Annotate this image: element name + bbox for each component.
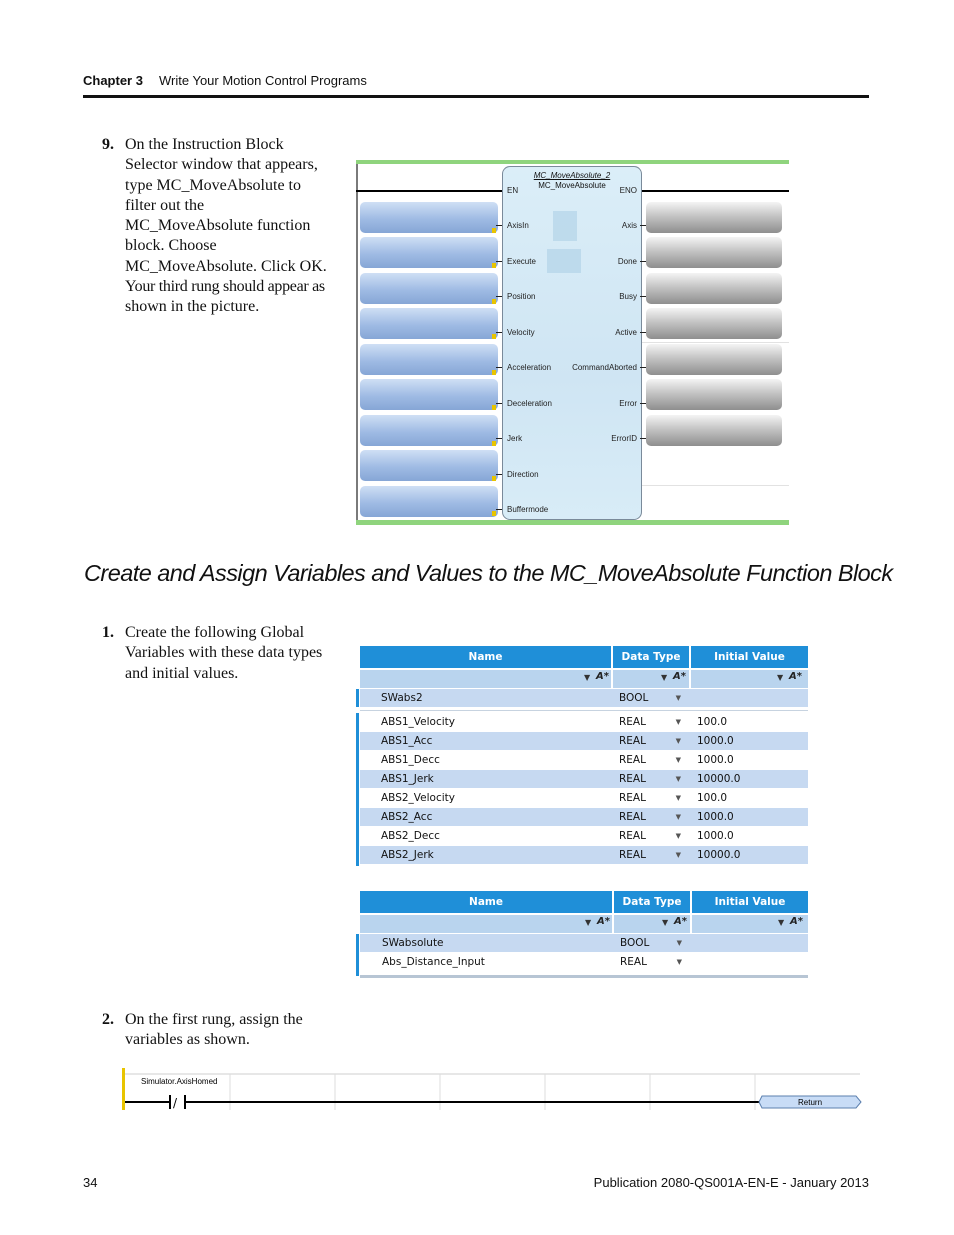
name-cell[interactable]: ABS1_Velocity bbox=[381, 716, 455, 728]
pin-axis[interactable]: Axis bbox=[621, 221, 637, 230]
value-cell[interactable]: 1000.0 bbox=[697, 830, 734, 842]
rung-wire-left bbox=[356, 190, 502, 192]
pin-tick bbox=[496, 296, 502, 297]
pin-tick bbox=[496, 438, 502, 439]
block-instance-name: MC_MoveAbsolute_2 bbox=[533, 171, 611, 180]
input-variable-box[interactable] bbox=[360, 273, 498, 304]
pin-acceleration[interactable]: Acceleration bbox=[507, 363, 552, 372]
warning-icon bbox=[492, 476, 496, 481]
filter-icon[interactable]: A* bbox=[673, 671, 686, 682]
type-value: REAL bbox=[619, 716, 646, 728]
filter-cell-type[interactable] bbox=[614, 915, 690, 933]
filter-cell-name[interactable] bbox=[360, 670, 611, 688]
filter-icon[interactable]: A* bbox=[790, 916, 803, 927]
return-label: Return bbox=[798, 1098, 823, 1107]
step-line: Your third rung should appear as bbox=[125, 278, 325, 296]
step-line: On the Instruction Block bbox=[125, 136, 284, 153]
table-row[interactable] bbox=[360, 934, 808, 952]
warning-icon bbox=[492, 228, 496, 233]
name-cell[interactable]: SWabsolute bbox=[382, 937, 444, 949]
left-power-rail bbox=[356, 164, 358, 520]
warning-icon bbox=[492, 441, 496, 446]
rung-bottom-border bbox=[356, 520, 789, 525]
pin-tick bbox=[640, 332, 646, 333]
type-value: BOOL bbox=[619, 692, 649, 704]
pin-tick bbox=[640, 438, 646, 439]
input-variable-box[interactable] bbox=[360, 486, 498, 517]
global-variables-table-1 bbox=[356, 646, 808, 866]
pin-tick bbox=[496, 332, 502, 333]
table-row[interactable] bbox=[360, 953, 808, 971]
page-number: 34 bbox=[83, 1175, 98, 1190]
step-line: Variables with these data types bbox=[125, 644, 323, 662]
column-header-initial-value[interactable]: Initial Value bbox=[691, 646, 808, 668]
output-variable-box[interactable] bbox=[646, 379, 782, 410]
left-rail bbox=[122, 1068, 125, 1110]
header-rule bbox=[83, 95, 869, 98]
table-row[interactable] bbox=[360, 827, 808, 845]
warning-icon bbox=[492, 405, 496, 410]
step-number: 9. bbox=[102, 136, 114, 153]
warning-icon bbox=[492, 334, 496, 339]
warning-icon bbox=[492, 299, 496, 304]
step-9 bbox=[83, 135, 343, 325]
name-cell[interactable]: ABS1_Acc bbox=[381, 735, 433, 747]
value-cell[interactable]: 1000.0 bbox=[697, 735, 734, 747]
rung-wire-right bbox=[640, 190, 789, 192]
chevron-down-icon[interactable]: ▼ bbox=[676, 939, 682, 947]
type-cell[interactable] bbox=[613, 846, 689, 864]
chapter-label: Chapter 3 bbox=[83, 73, 143, 88]
step-1 bbox=[83, 623, 343, 688]
type-value: REAL bbox=[619, 754, 646, 766]
value-cell[interactable]: 1000.0 bbox=[697, 754, 734, 766]
table-row[interactable] bbox=[360, 846, 808, 864]
contact-variable-label[interactable]: Simulator.AxisHomed bbox=[141, 1077, 218, 1086]
pin-position[interactable]: Position bbox=[507, 292, 536, 301]
global-variables-table-2 bbox=[356, 891, 808, 979]
selection-shade bbox=[553, 211, 577, 241]
step-line: filter out the bbox=[125, 196, 205, 214]
pin-tick bbox=[496, 474, 502, 475]
pin-tick bbox=[496, 403, 502, 404]
value-cell[interactable]: 100.0 bbox=[697, 716, 728, 728]
chevron-down-icon[interactable]: ▼ bbox=[675, 851, 681, 859]
filter-cell-value[interactable] bbox=[691, 670, 808, 688]
step-line: variables as shown. bbox=[125, 1031, 250, 1049]
type-cell[interactable] bbox=[613, 789, 689, 807]
mc-moveabsolute-block[interactable] bbox=[502, 166, 642, 520]
chevron-down-icon[interactable]: ▼ bbox=[777, 673, 784, 682]
contact-symbol: / bbox=[173, 1096, 178, 1110]
pin-axisin[interactable]: AxisIn bbox=[507, 221, 529, 230]
publication-info: Publication 2080-QS001A-EN-E - January 2013 bbox=[593, 1175, 869, 1190]
pin-en[interactable]: EN bbox=[507, 186, 519, 195]
value-cell[interactable] bbox=[692, 953, 808, 971]
type-value: REAL bbox=[619, 830, 646, 842]
chevron-down-icon[interactable]: ▼ bbox=[675, 813, 681, 821]
output-variable-box[interactable] bbox=[646, 202, 782, 233]
pin-tick bbox=[640, 296, 646, 297]
section-title: Create and Assign Variables and Values to the MC_MoveAbsolute Function Block bbox=[84, 560, 893, 586]
pin-tick bbox=[496, 261, 502, 262]
type-cell[interactable] bbox=[614, 934, 690, 952]
pin-tick bbox=[496, 509, 502, 510]
step-line: On the first rung, assign the bbox=[125, 1011, 303, 1028]
type-cell[interactable] bbox=[613, 713, 689, 731]
column-header-name[interactable]: Name bbox=[360, 646, 611, 668]
output-variable-box[interactable] bbox=[646, 344, 782, 375]
type-value: REAL bbox=[619, 811, 646, 823]
step-2 bbox=[83, 1010, 343, 1055]
name-cell[interactable]: Abs_Distance_Input bbox=[382, 956, 485, 968]
row-marker bbox=[356, 934, 359, 976]
pin-tick bbox=[496, 367, 502, 368]
pin-velocity[interactable]: Velocity bbox=[507, 328, 535, 337]
name-cell[interactable]: ABS2_Jerk bbox=[381, 849, 434, 861]
pin-error[interactable]: Error bbox=[619, 399, 637, 408]
column-header-name[interactable]: Name bbox=[360, 891, 612, 913]
pin-tick bbox=[640, 261, 646, 262]
pin-deceleration[interactable]: Deceleration bbox=[507, 399, 552, 408]
function-block-screenshot bbox=[356, 160, 789, 525]
table-bottom-edge bbox=[360, 975, 808, 978]
step-line: shown in the picture. bbox=[125, 298, 260, 316]
chevron-down-icon[interactable]: ▼ bbox=[585, 918, 592, 927]
input-variable-box[interactable] bbox=[360, 415, 498, 446]
step-line: Selector window that appears, bbox=[125, 156, 318, 174]
type-cell[interactable] bbox=[613, 770, 689, 788]
filter-cell-name[interactable] bbox=[360, 915, 612, 933]
name-cell[interactable]: ABS1_Decc bbox=[381, 754, 440, 766]
pin-eno[interactable]: ENO bbox=[619, 186, 637, 195]
column-header-initial-value[interactable]: Initial Value bbox=[692, 891, 808, 913]
name-cell[interactable]: ABS1_Jerk bbox=[381, 773, 434, 785]
row-marker bbox=[356, 713, 359, 866]
table-row[interactable] bbox=[360, 713, 808, 731]
input-variable-box[interactable] bbox=[360, 308, 498, 339]
value-cell[interactable] bbox=[691, 689, 808, 707]
step-line: MC_MoveAbsolute function bbox=[125, 217, 311, 235]
filter-icon[interactable]: A* bbox=[597, 916, 610, 927]
step-text bbox=[125, 1010, 303, 1051]
type-cell[interactable] bbox=[613, 808, 689, 826]
name-cell[interactable]: ABS2_Acc bbox=[381, 811, 433, 823]
selection-shade bbox=[547, 249, 581, 273]
step-line: MC_MoveAbsolute. Click OK. bbox=[125, 257, 327, 275]
chapter-title: Write Your Motion Control Programs bbox=[159, 73, 367, 88]
table-row[interactable] bbox=[360, 808, 808, 826]
name-cell[interactable]: ABS2_Velocity bbox=[381, 792, 455, 804]
chevron-down-icon[interactable]: ▼ bbox=[675, 775, 681, 783]
chevron-down-icon[interactable]: ▼ bbox=[778, 918, 785, 927]
table-row[interactable] bbox=[360, 732, 808, 750]
chevron-down-icon[interactable]: ▼ bbox=[675, 737, 681, 745]
step-text bbox=[125, 623, 322, 684]
pin-active[interactable]: Active bbox=[615, 328, 637, 337]
filter-icon[interactable]: A* bbox=[674, 916, 687, 927]
type-value: REAL bbox=[619, 849, 646, 861]
pin-tick bbox=[640, 225, 646, 226]
column-header-data-type[interactable]: Data Type bbox=[614, 891, 690, 913]
value-cell[interactable] bbox=[692, 934, 808, 952]
table-row[interactable] bbox=[360, 770, 808, 788]
pin-tick bbox=[640, 367, 646, 368]
name-cell[interactable]: SWabs2 bbox=[381, 692, 423, 704]
step-number: 1. bbox=[102, 624, 114, 641]
rung-diagram bbox=[122, 1068, 862, 1110]
filter-cell-value[interactable] bbox=[692, 915, 808, 933]
warning-icon bbox=[492, 263, 496, 268]
table-row[interactable] bbox=[360, 751, 808, 769]
output-variable-box[interactable] bbox=[646, 415, 782, 446]
pin-tick bbox=[640, 403, 646, 404]
warning-icon bbox=[492, 370, 496, 375]
step-line: type MC_MoveAbsolute to bbox=[125, 176, 301, 194]
pin-jerk[interactable]: Jerk bbox=[507, 434, 523, 443]
pin-done[interactable]: Done bbox=[617, 257, 637, 266]
chevron-down-icon[interactable]: ▼ bbox=[584, 673, 591, 682]
row-divider bbox=[360, 710, 808, 711]
warning-icon bbox=[492, 511, 496, 516]
step-line: block. Choose bbox=[125, 237, 217, 255]
output-variable-box[interactable] bbox=[646, 273, 782, 304]
block-type-name: MC_MoveAbsolute bbox=[538, 181, 606, 190]
type-cell[interactable] bbox=[613, 751, 689, 769]
type-cell[interactable] bbox=[613, 689, 689, 707]
type-value: REAL bbox=[620, 956, 647, 968]
name-cell[interactable]: ABS2_Decc bbox=[381, 830, 440, 842]
output-variable-box[interactable] bbox=[646, 237, 782, 268]
type-value: REAL bbox=[619, 773, 646, 785]
filter-cell-type[interactable] bbox=[613, 670, 689, 688]
chevron-down-icon[interactable]: ▼ bbox=[675, 794, 681, 802]
chevron-down-icon[interactable]: ▼ bbox=[676, 958, 682, 966]
chevron-down-icon[interactable]: ▼ bbox=[675, 718, 681, 726]
output-variable-box[interactable] bbox=[646, 308, 782, 339]
input-variable-box[interactable] bbox=[360, 237, 498, 268]
grid-line bbox=[640, 342, 789, 343]
value-cell[interactable]: 10000.0 bbox=[697, 773, 741, 785]
table-row[interactable] bbox=[360, 689, 808, 707]
chevron-down-icon[interactable]: ▼ bbox=[662, 918, 669, 927]
pin-execute[interactable]: Execute bbox=[507, 257, 536, 266]
input-variable-box[interactable] bbox=[360, 450, 498, 481]
pin-busy[interactable]: Busy bbox=[619, 292, 637, 301]
chevron-down-icon[interactable]: ▼ bbox=[675, 832, 681, 840]
pin-errorid[interactable]: ErrorID bbox=[611, 434, 637, 443]
pin-commandaborted[interactable]: CommandAborted bbox=[572, 363, 637, 372]
step-number: 2. bbox=[102, 1011, 114, 1028]
filter-icon[interactable]: A* bbox=[789, 671, 802, 682]
filter-icon[interactable]: A* bbox=[596, 671, 609, 682]
chevron-down-icon[interactable]: ▼ bbox=[661, 673, 668, 682]
row-marker bbox=[356, 689, 359, 707]
grid-line bbox=[640, 485, 789, 486]
column-header-data-type[interactable]: Data Type bbox=[613, 646, 689, 668]
pin-tick bbox=[496, 225, 502, 226]
table-row[interactable] bbox=[360, 789, 808, 807]
value-cell[interactable]: 1000.0 bbox=[697, 811, 734, 823]
value-cell[interactable]: 10000.0 bbox=[697, 849, 741, 861]
type-cell[interactable] bbox=[613, 827, 689, 845]
pin-buffermode[interactable]: Buffermode bbox=[507, 505, 549, 514]
type-value: REAL bbox=[619, 735, 646, 747]
input-variable-box[interactable] bbox=[360, 202, 498, 233]
rung-top-border bbox=[356, 160, 789, 164]
chevron-down-icon[interactable]: ▼ bbox=[675, 694, 681, 702]
type-value: BOOL bbox=[620, 937, 650, 949]
type-cell[interactable] bbox=[614, 953, 690, 971]
step-line: and initial values. bbox=[125, 664, 239, 682]
ladder-rung bbox=[122, 1068, 862, 1110]
pin-direction[interactable]: Direction bbox=[507, 470, 539, 479]
step-line: Create the following Global bbox=[125, 624, 305, 641]
chevron-down-icon[interactable]: ▼ bbox=[675, 756, 681, 764]
type-cell[interactable] bbox=[613, 732, 689, 750]
value-cell[interactable]: 100.0 bbox=[697, 792, 728, 804]
input-variable-box[interactable] bbox=[360, 344, 498, 375]
type-value: REAL bbox=[619, 792, 646, 804]
input-variable-box[interactable] bbox=[360, 379, 498, 410]
step-text bbox=[125, 135, 327, 318]
